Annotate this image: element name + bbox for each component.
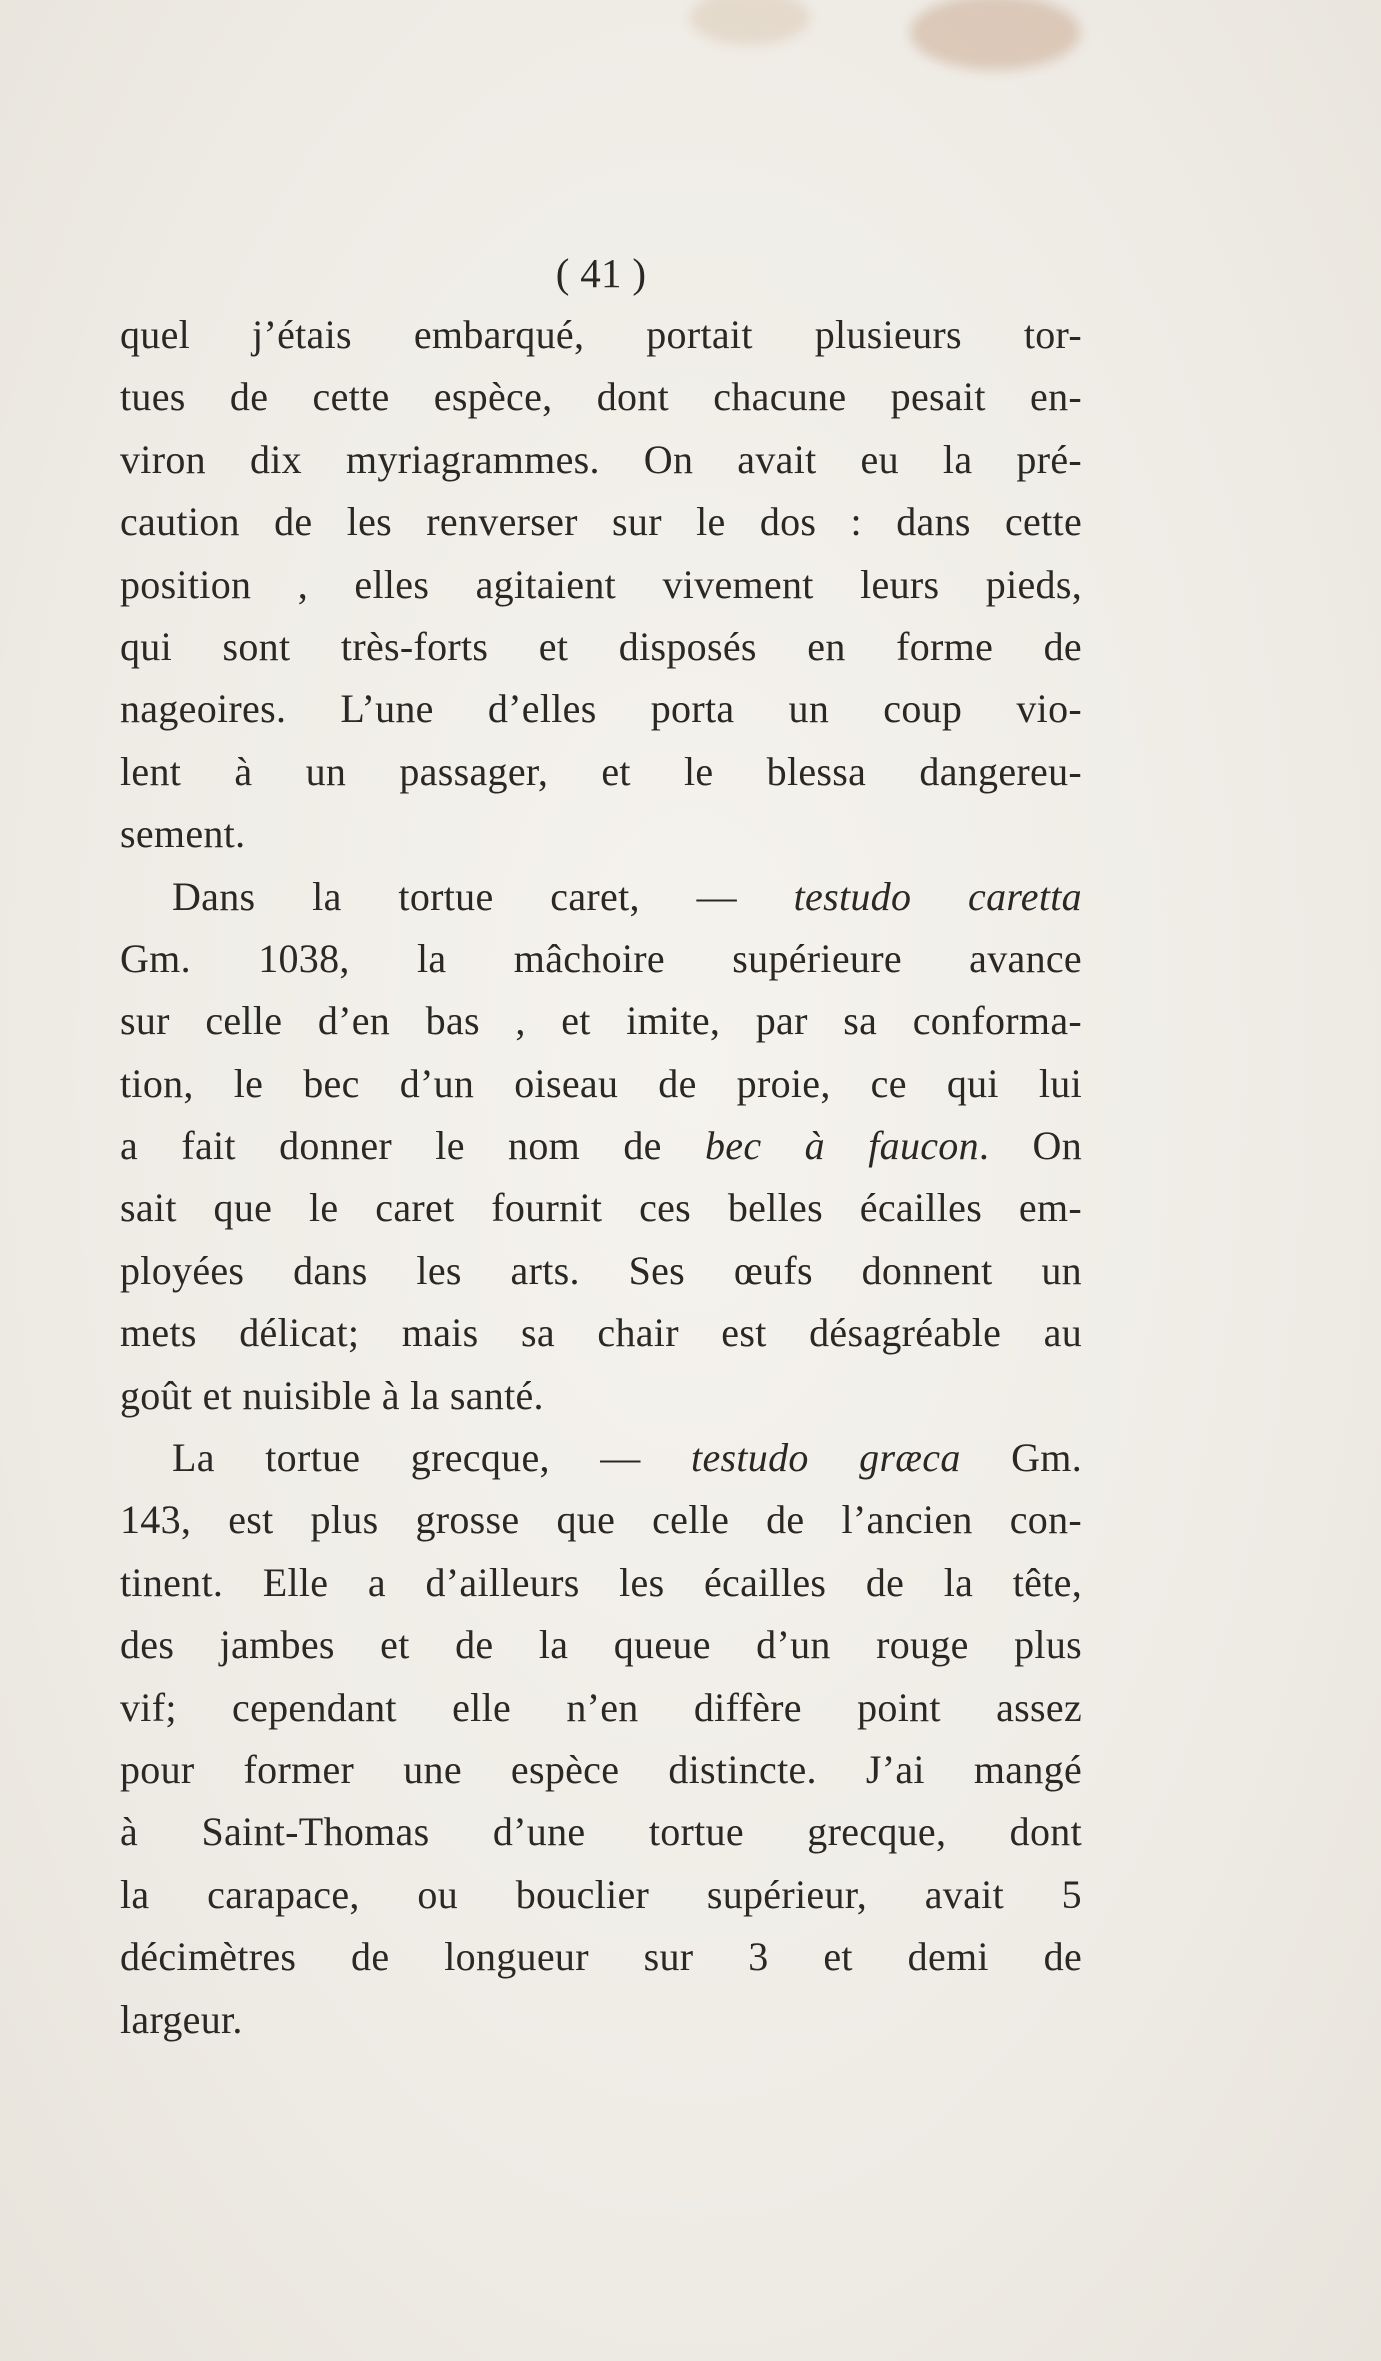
text-line: tues de cette espèce, dont chacune pesait en- xyxy=(120,374,1082,420)
text-line: décimètres de longueur sur 3 et demi de xyxy=(120,1934,1082,1980)
paragraph-1 xyxy=(120,304,1082,866)
italic-text: bec à faucon xyxy=(704,1123,979,1169)
text-line: position , elles agitaient vivement leurs pieds, xyxy=(120,561,1082,607)
paper-stain xyxy=(910,0,1080,70)
page-text-block xyxy=(120,242,1082,2051)
text-line: caution de les renverser sur le dos : dans cette xyxy=(120,499,1082,545)
text-line: sement. xyxy=(120,811,246,857)
text-line: viron dix myriagrammes. On avait eu la pré- xyxy=(120,436,1082,482)
text-line: à Saint-Thomas d’une tortue grecque, dont xyxy=(120,1809,1082,1855)
page-number: ( 41 ) xyxy=(555,250,647,296)
italic-text: testudo græca xyxy=(691,1435,961,1481)
text-line: tinent. Elle a d’ailleurs les écailles de la tête, xyxy=(120,1559,1082,1605)
text-line: quel j’étais embarqué, portait plusieurs tor- xyxy=(120,312,1082,357)
paragraph-3 xyxy=(120,1427,1082,2051)
italic-text: testudo caretta xyxy=(793,873,1082,919)
text-line: nageoires. L’une d’elles porta un coup vio- xyxy=(120,686,1082,732)
paper-stain xyxy=(690,0,810,45)
text-line: ployées dans les arts. Ses œufs donnent un xyxy=(120,1247,1082,1293)
text-line: tion, le bec d’un oiseau de proie, ce qui lui xyxy=(120,1060,1082,1106)
text-line: goût et nuisible à la santé. xyxy=(120,1372,544,1418)
text-line: qui sont très-forts et disposés en forme de xyxy=(120,623,1082,669)
paragraph-2 xyxy=(120,866,1082,1428)
text-line: La tortue grecque, — testudo græca Gm. xyxy=(172,1435,1083,1481)
text-line: des jambes et de la queue d’un rouge plus xyxy=(120,1622,1082,1668)
text-line: lent à un passager, et le blessa dangereu- xyxy=(120,748,1082,794)
text-line: 143, est plus grosse que celle de l’ancien con- xyxy=(120,1497,1082,1543)
text-line: largeur. xyxy=(120,1996,243,2042)
text-line: a fait donner le nom de bec à faucon. On xyxy=(120,1123,1082,1169)
text-line: pour former une espèce distincte. J’ai mangé xyxy=(120,1746,1082,1792)
text-line: vif; cependant elle n’en diffère point assez xyxy=(120,1684,1082,1730)
text-line: mets délicat; mais sa chair est désagréable au xyxy=(120,1310,1082,1356)
text-line: sait que le caret fournit ces belles écailles em- xyxy=(120,1185,1082,1231)
text-line: sur celle d’en bas , et imite, par sa conforma- xyxy=(120,998,1082,1044)
text-line: Dans la tortue caret, — testudo caretta xyxy=(172,873,1082,919)
text-line: la carapace, ou bouclier supérieur, avait 5 xyxy=(120,1871,1082,1917)
text-line: Gm. 1038, la mâchoire supérieure avance xyxy=(120,935,1082,981)
